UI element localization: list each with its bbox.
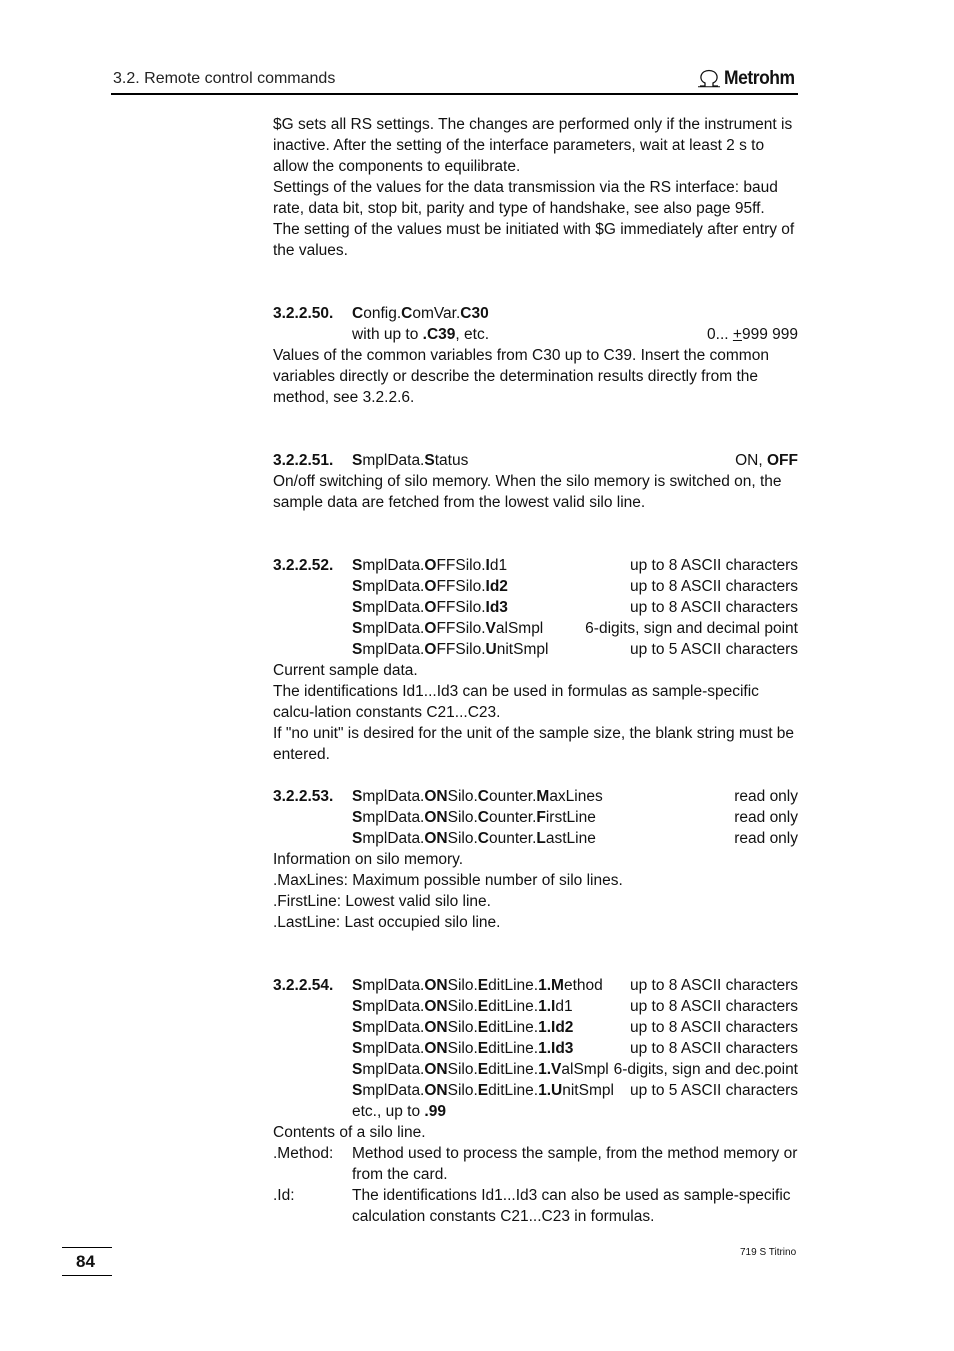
value-range: up to 8 ASCII characters (629, 578, 798, 595)
value-range: up to 8 ASCII characters (629, 1040, 798, 1057)
brand-name: Metrohm (724, 68, 795, 89)
value-range: up to 8 ASCII characters (629, 977, 798, 994)
page-number-rule-top (62, 1247, 112, 1248)
command-name: SmplData.ONSilo.EditLine.1.Id2 (352, 1019, 574, 1036)
section-number: 3.2.2.54. (273, 977, 334, 994)
page-number-rule-bottom (62, 1275, 112, 1276)
command-name: with up to .C39, etc. (352, 326, 490, 343)
value-range: up to 8 ASCII characters (629, 1019, 798, 1036)
command-row (273, 828, 798, 849)
header-rule (111, 93, 798, 95)
description: Current sample data. (273, 662, 418, 679)
value-range: ON, OFF (735, 452, 798, 469)
description: Values of the common variables from C30 up to C39. Insert the common variables directly or describe the determination results directly from the method, see 3.2.2.6. (273, 347, 769, 406)
page-body (273, 114, 798, 1227)
description: .LastLine: Last occupied silo line. (273, 914, 501, 931)
intro-paragraph: Settings of the values for the data transmission via the RS interface: baud rate, data bit, stop bit, parity and type of handshake, see also page 95ff. (273, 179, 778, 217)
command-name: SmplData.ONSilo.Counter.LastLine (352, 830, 596, 847)
command-name: SmplData.ONSilo.Counter.MaxLines (352, 788, 603, 805)
definition-text: The identifications Id1...Id3 can also be used as sample-specific calculation constants C21...C23 in formulas. (352, 1187, 791, 1225)
command-name: SmplData.ONSilo.EditLine.1.UnitSmpl (352, 1082, 614, 1099)
page-number: 84 (76, 1252, 95, 1271)
command-name: SmplData.OFFSilo.Id3 (352, 599, 508, 616)
command-row (273, 303, 798, 324)
definition-key: .Method: (273, 1145, 334, 1162)
value-range: up to 8 ASCII characters (629, 599, 798, 616)
brand-logo (697, 68, 801, 90)
command-name: SmplData.ONSilo.EditLine.1.Id1 (352, 998, 573, 1015)
intro-paragraph: The setting of the values must be initiated with $G immediately after entry of the values. (273, 221, 795, 259)
command-row (273, 1059, 798, 1080)
command-row (273, 324, 798, 345)
command-row (273, 450, 798, 471)
value-range: up to 8 ASCII characters (629, 557, 798, 574)
command-name: SmplData.OFFSilo.Id2 (352, 578, 508, 595)
command-name: SmplData.ONSilo.EditLine.1.Method (352, 977, 603, 994)
command-row (273, 1080, 798, 1101)
intro-paragraph: $G sets all RS settings. The changes are performed only if the instrument is inactive. After the setting of the interface parameters, wait at least 2 s to allow the components to equilibrate. (273, 116, 793, 175)
command-name: etc., up to .99 (352, 1103, 446, 1120)
section-number: 3.2.2.53. (273, 788, 334, 805)
command-row (273, 597, 798, 618)
section-number: 3.2.2.50. (273, 305, 334, 322)
command-name: SmplData.ONSilo.EditLine.1.Id3 (352, 1040, 574, 1057)
value-range: read only (734, 830, 798, 847)
description: Information on silo memory. (273, 851, 464, 868)
command-name: SmplData.OFFSilo.UnitSmpl (352, 641, 549, 658)
command-name: SmplData.OFFSilo.Id1 (352, 557, 508, 574)
command-row (273, 618, 798, 639)
definition-text: Method used to process the sample, from the method memory or from the card. (352, 1145, 798, 1183)
command-name: SmplData.ONSilo.Counter.FirstLine (352, 809, 596, 826)
description: If "no unit" is desired for the unit of the sample size, the blank string must be entered. (273, 725, 795, 763)
description: Contents of a silo line. (273, 1124, 426, 1141)
command-row (273, 996, 798, 1017)
running-header-section: 3.2. Remote control commands (113, 70, 336, 87)
command-row (273, 975, 798, 996)
command-row (273, 807, 798, 828)
description: .FirstLine: Lowest valid silo line. (273, 893, 491, 910)
command-row (273, 555, 798, 576)
value-range: read only (734, 788, 798, 805)
value-range: up to 8 ASCII characters (629, 998, 798, 1015)
command-name: SmplData.OFFSilo.ValSmpl (352, 620, 544, 637)
value-range: 6-digits, sign and decimal point (585, 620, 798, 637)
value-range: read only (734, 809, 798, 826)
command-row (273, 1038, 798, 1059)
description: .MaxLines: Maximum possible number of silo lines. (273, 872, 623, 889)
definition-item (273, 1143, 798, 1185)
value-range: up to 5 ASCII characters (629, 641, 798, 658)
command-name: SmplData.Status (352, 452, 469, 469)
section-number: 3.2.2.51. (273, 452, 334, 469)
description: The identifications Id1...Id3 can be used in formulas as sample-specific calcu-lation constants C21...C23. (273, 683, 759, 721)
command-row (273, 786, 798, 807)
command-row (273, 1017, 798, 1038)
section-number: 3.2.2.52. (273, 557, 334, 574)
footer-product-name: 719 S Titrino (740, 1247, 797, 1258)
description: On/off switching of silo memory. When the silo memory is switched on, the sample data are fetched from the lowest valid silo line. (273, 473, 782, 511)
command-row (273, 1101, 798, 1122)
command-row (273, 639, 798, 660)
omega-logo-icon (697, 69, 721, 89)
command-row (273, 576, 798, 597)
value-range: 6-digits, sign and dec.point (613, 1061, 798, 1078)
command-name: Config.ComVar.C30 (352, 305, 489, 322)
definition-item (273, 1185, 798, 1227)
definition-key: .Id: (273, 1187, 295, 1204)
command-name: SmplData.ONSilo.EditLine.1.ValSmpl (352, 1061, 609, 1078)
value-range: 0... +999 999 (707, 326, 798, 343)
value-range: up to 5 ASCII characters (629, 1082, 798, 1099)
